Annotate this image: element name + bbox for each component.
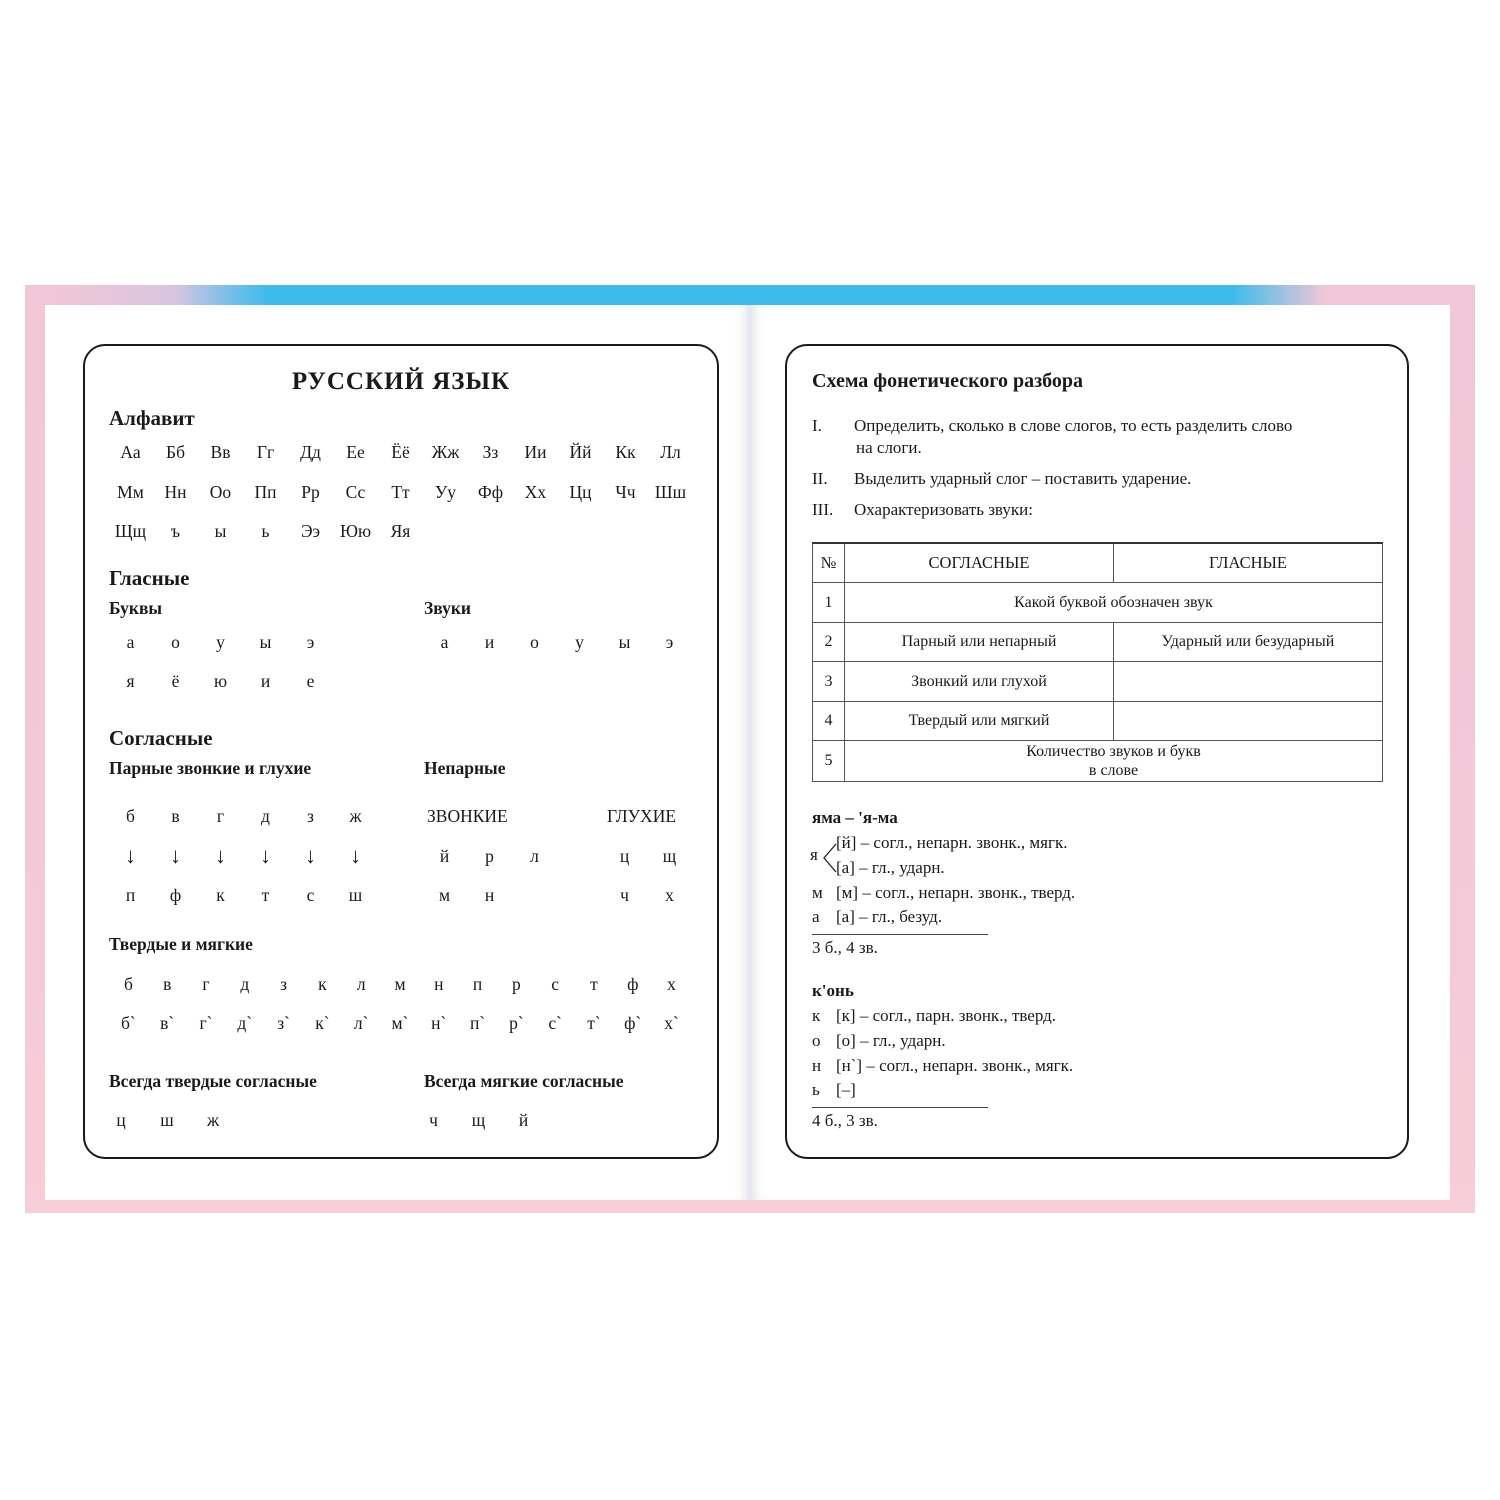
soft-consonant: в` xyxy=(160,1013,175,1033)
voiced-consonant: ж xyxy=(349,806,362,826)
soft-consonant: т` xyxy=(587,1013,601,1033)
alphabet-letter-row xyxy=(108,482,693,503)
hard-consonant: ф xyxy=(627,974,639,994)
alphabet-letter: Ее xyxy=(346,442,365,462)
always-soft-letter: щ xyxy=(471,1110,486,1130)
arrow-down-icon: ↓ xyxy=(125,843,136,868)
voiced-label: ЗВОНКИЕ xyxy=(427,806,508,826)
hard-consonant: р xyxy=(511,974,521,994)
cell: Парный или непарный xyxy=(845,622,1114,662)
voiced-consonant: в xyxy=(171,806,180,826)
unpaired-voiced: м xyxy=(438,885,451,905)
table-row xyxy=(813,583,1383,623)
vowel-letter: ю xyxy=(213,671,228,691)
always-hard-letter: ж xyxy=(206,1110,220,1130)
hard-consonant: н xyxy=(434,974,444,994)
cell: 2 xyxy=(813,622,845,662)
always-hard-heading: Всегда твердые согласные xyxy=(109,1071,317,1091)
cell: Какой буквой обозначен звук xyxy=(845,583,1383,623)
example-sound-line: [м] – согл., непарн. звонк., тверд. xyxy=(836,883,1076,902)
alphabet-letter: Чч xyxy=(615,482,636,502)
alphabet-letter: Аа xyxy=(120,442,141,462)
example-sound-line: [а] – гл., безуд. xyxy=(836,907,943,926)
example-sound-line: [н`] – согл., непарн. звонк., мягк. xyxy=(836,1056,1074,1075)
alphabet-letter: ы xyxy=(214,521,227,541)
alphabet-letter: Уу xyxy=(434,482,457,502)
hard-consonant: з xyxy=(280,974,288,994)
paired-heading: Парные звонкие и глухие xyxy=(109,758,312,778)
alphabet-letter: Зз xyxy=(482,442,499,462)
soft-consonant: д` xyxy=(237,1013,253,1033)
vowel-sound: у xyxy=(575,632,584,652)
alphabet-letter: Бб xyxy=(166,442,185,462)
alphabet-heading: Алфавит xyxy=(109,406,195,430)
alphabet-letter: Шш xyxy=(654,482,687,502)
soft-consonant: с` xyxy=(548,1013,562,1033)
vowel-letter: ё xyxy=(171,671,180,691)
hard-consonant: п xyxy=(472,974,483,994)
vowel-letter: и xyxy=(260,671,271,691)
voiced-consonant: б xyxy=(126,806,135,826)
example-sound-line: [й] – согл., непарн. звонк., мягк. xyxy=(836,833,1068,852)
example-word: яма – 'я-ма xyxy=(812,808,898,827)
alphabet-letter: Кк xyxy=(615,442,636,462)
voiceless-consonant-row xyxy=(108,885,378,906)
vowel-letter-row xyxy=(108,671,333,692)
arrow-down-icon: ↓ xyxy=(170,843,181,868)
alphabet-letter: Тт xyxy=(391,482,410,502)
voiceless-consonant: ш xyxy=(348,885,363,905)
vowel-sound: ы xyxy=(618,632,631,652)
alphabet-letter: Вв xyxy=(210,442,231,462)
col-consonants: СОГЛАСНЫЕ xyxy=(845,543,1114,583)
hard-consonant: к xyxy=(318,974,327,994)
alphabet-letter: Хх xyxy=(524,482,547,502)
table-row xyxy=(813,701,1383,741)
table-row xyxy=(813,741,1383,782)
alphabet-letter: Пп xyxy=(254,482,277,502)
always-hard-letter-row xyxy=(98,1110,236,1131)
always-soft-heading: Всегда мягкие согласные xyxy=(424,1071,624,1091)
alphabet-letter: Ээ xyxy=(300,521,321,541)
left-panel xyxy=(83,344,719,1159)
vowel-sound: и xyxy=(484,632,495,652)
hard-consonant: с xyxy=(551,974,560,994)
alphabet-letter-row xyxy=(108,521,423,542)
step-number: III. xyxy=(812,500,834,519)
table-row xyxy=(813,622,1383,662)
soft-consonant: ф` xyxy=(624,1013,642,1033)
hard-soft-heading: Твердые и мягкие xyxy=(109,934,253,954)
voiced-consonant: з xyxy=(307,806,314,826)
alphabet-letter: Оо xyxy=(209,482,232,502)
soft-consonant: з` xyxy=(277,1013,290,1033)
alphabet-letter: Нн xyxy=(164,482,187,502)
vowel-letter: у xyxy=(216,632,225,652)
col-num: № xyxy=(813,543,845,583)
cell: Звонкий или глухой xyxy=(845,662,1114,702)
alphabet-letter: Ии xyxy=(524,442,547,462)
vowel-letter: э xyxy=(306,632,315,652)
divider xyxy=(812,934,988,935)
consonants-heading: Согласные xyxy=(109,726,213,750)
example-letter: м xyxy=(812,883,823,902)
example-letter: к xyxy=(812,1006,821,1025)
vowel-letter-row xyxy=(108,632,333,653)
vowel-letter: а xyxy=(126,632,135,652)
unpaired-voiceless: ч xyxy=(620,885,629,905)
unpaired-voiceless: щ xyxy=(662,846,677,866)
vowel-sounds-heading: Звуки xyxy=(424,598,472,618)
step-text: Выделить ударный слог – поставить ударение. xyxy=(854,469,1192,488)
unpaired-voiceless-row xyxy=(602,885,692,906)
arrow-down-icon: ↓ xyxy=(350,843,361,868)
always-hard-letter: ц xyxy=(116,1110,126,1130)
example-letter: ь xyxy=(812,1080,820,1099)
phonetic-table xyxy=(812,542,1383,782)
example-sound-line: [к] – согл., парн. звонк., тверд. xyxy=(836,1006,1057,1025)
cell-line: Количество звуков и букв xyxy=(1026,742,1201,760)
cell: Твердый или мягкий xyxy=(845,701,1114,741)
divider xyxy=(812,1107,988,1108)
step-text: Охарактеризовать звуки: xyxy=(854,500,1033,519)
alphabet-letter: ъ xyxy=(170,521,181,541)
vowel-letters-heading: Буквы xyxy=(109,598,163,618)
cell: 3 xyxy=(813,662,845,702)
example-word: к'онь xyxy=(812,981,854,1000)
hard-consonant: т xyxy=(590,974,598,994)
table-row xyxy=(813,662,1383,702)
vowel-letter: ы xyxy=(259,632,272,652)
vowel-sound: а xyxy=(440,632,449,652)
hard-consonant: в xyxy=(163,974,172,994)
vowel-sound-row xyxy=(422,632,692,653)
alphabet-letter: Гг xyxy=(256,442,275,462)
hard-consonant: г xyxy=(202,974,210,994)
soft-consonant: р` xyxy=(509,1013,524,1033)
alphabet-letter: Щщ xyxy=(114,521,147,541)
cell-line: в слове xyxy=(1088,762,1139,779)
voiceless-consonant: т xyxy=(261,885,270,905)
soft-consonant: г` xyxy=(199,1013,213,1033)
voiceless-consonant: п xyxy=(125,885,136,905)
vowel-letter: о xyxy=(171,632,180,652)
example-letter: н xyxy=(812,1056,822,1075)
example-total: 3 б., 4 зв. xyxy=(812,938,878,957)
vowel-letter: е xyxy=(306,671,315,691)
soft-consonant: л` xyxy=(353,1013,369,1033)
alphabet-letter: Рр xyxy=(301,482,320,502)
soft-consonant: б` xyxy=(121,1013,136,1033)
scheme-title: Схема фонетического разбора xyxy=(812,370,1084,392)
soft-consonant: м` xyxy=(391,1013,409,1033)
soft-consonant-row xyxy=(109,1013,691,1034)
voiced-consonant: д xyxy=(261,806,270,826)
alphabet-letter: Мм xyxy=(117,482,144,502)
vowel-sound: о xyxy=(530,632,539,652)
hard-consonant-row xyxy=(109,974,691,995)
hard-consonant: б xyxy=(123,974,133,994)
voiceless-consonant: ф xyxy=(169,885,182,905)
voiceless-consonant: к xyxy=(216,885,225,905)
voiceless-consonant: с xyxy=(306,885,315,905)
vowels-heading: Гласные xyxy=(109,566,190,590)
hard-consonant: м xyxy=(394,974,406,994)
alphabet-letter: Йй xyxy=(569,442,592,462)
cell: Ударный или безударный xyxy=(1114,622,1383,662)
alphabet-letter: Сс xyxy=(345,482,366,502)
always-hard-letter: ш xyxy=(160,1110,174,1130)
unpaired-heading: Непарные xyxy=(424,758,506,778)
hard-consonant: л xyxy=(356,974,366,994)
alphabet-letter: Яя xyxy=(390,521,411,541)
soft-consonant: п` xyxy=(469,1013,486,1033)
alphabet-letter: Цц xyxy=(569,482,592,502)
vowel-sound: э xyxy=(665,632,674,652)
alphabet-letter: ь xyxy=(261,521,270,541)
arrow-down-icon: ↓ xyxy=(305,843,316,868)
alphabet-letter-row xyxy=(108,442,693,463)
cell: 4 xyxy=(813,701,845,741)
always-soft-letter: й xyxy=(518,1110,529,1130)
unpaired-voiced: л xyxy=(530,846,539,866)
alphabet-letter: Дд xyxy=(300,442,321,462)
vowel-letter: я xyxy=(126,671,135,691)
col-vowels: ГЛАСНЫЕ xyxy=(1114,543,1383,583)
unpaired-voiced: й xyxy=(439,846,450,866)
soft-consonant: х` xyxy=(664,1013,679,1033)
step-text: Определить, сколько в слове слогов, то есть разделить слово xyxy=(854,416,1293,435)
example-total: 4 б., 3 зв. xyxy=(812,1111,878,1130)
cell: 5 xyxy=(813,741,845,782)
arrow-down-icon: ↓ xyxy=(260,843,271,868)
unpaired-voiceless-row xyxy=(602,846,692,867)
alphabet-letter: Фф xyxy=(477,482,504,502)
soft-consonant: к` xyxy=(315,1013,330,1033)
example-sound-line: [о] – гл., ударн. xyxy=(836,1031,946,1050)
always-soft-letter-row xyxy=(411,1110,546,1131)
example-sound-line: [а] – гл., ударн. xyxy=(836,858,945,877)
cell xyxy=(1114,701,1383,741)
cell xyxy=(845,741,1383,782)
alphabet-letter: Юю xyxy=(339,521,372,541)
example-letter: я xyxy=(810,845,818,864)
page-title: РУССКИЙ ЯЗЫК xyxy=(291,368,511,395)
unpaired-voiced-row xyxy=(422,846,557,867)
unpaired-voiced: н xyxy=(484,885,495,905)
hard-consonant: д xyxy=(240,974,250,994)
example-sound-line: [–] xyxy=(836,1080,856,1099)
unpaired-voiceless: ц xyxy=(619,846,630,866)
alphabet-letter: Лл xyxy=(660,442,681,462)
arrow-down-icon: ↓ xyxy=(215,843,226,868)
example-letter: а xyxy=(812,907,820,926)
voiced-consonant: г xyxy=(216,806,225,826)
example-letter: о xyxy=(812,1031,821,1050)
step-text-cont: на слоги. xyxy=(856,438,922,457)
soft-consonant: н` xyxy=(431,1013,447,1033)
cell: 1 xyxy=(813,583,845,623)
always-soft-letter: ч xyxy=(429,1110,438,1130)
cell xyxy=(1114,662,1383,702)
unpaired-voiced: р xyxy=(485,846,494,866)
unpaired-voiced-row xyxy=(422,885,512,906)
step-number: II. xyxy=(812,469,828,488)
voiced-consonant-row xyxy=(108,806,378,827)
voiceless-label: ГЛУХИЕ xyxy=(607,806,677,826)
alphabet-letter: Жж xyxy=(431,442,460,462)
alphabet-letter: Ёё xyxy=(391,442,410,462)
hard-consonant: х xyxy=(667,974,676,994)
step-number: I. xyxy=(812,416,822,435)
unpaired-voiceless: х xyxy=(665,885,674,905)
